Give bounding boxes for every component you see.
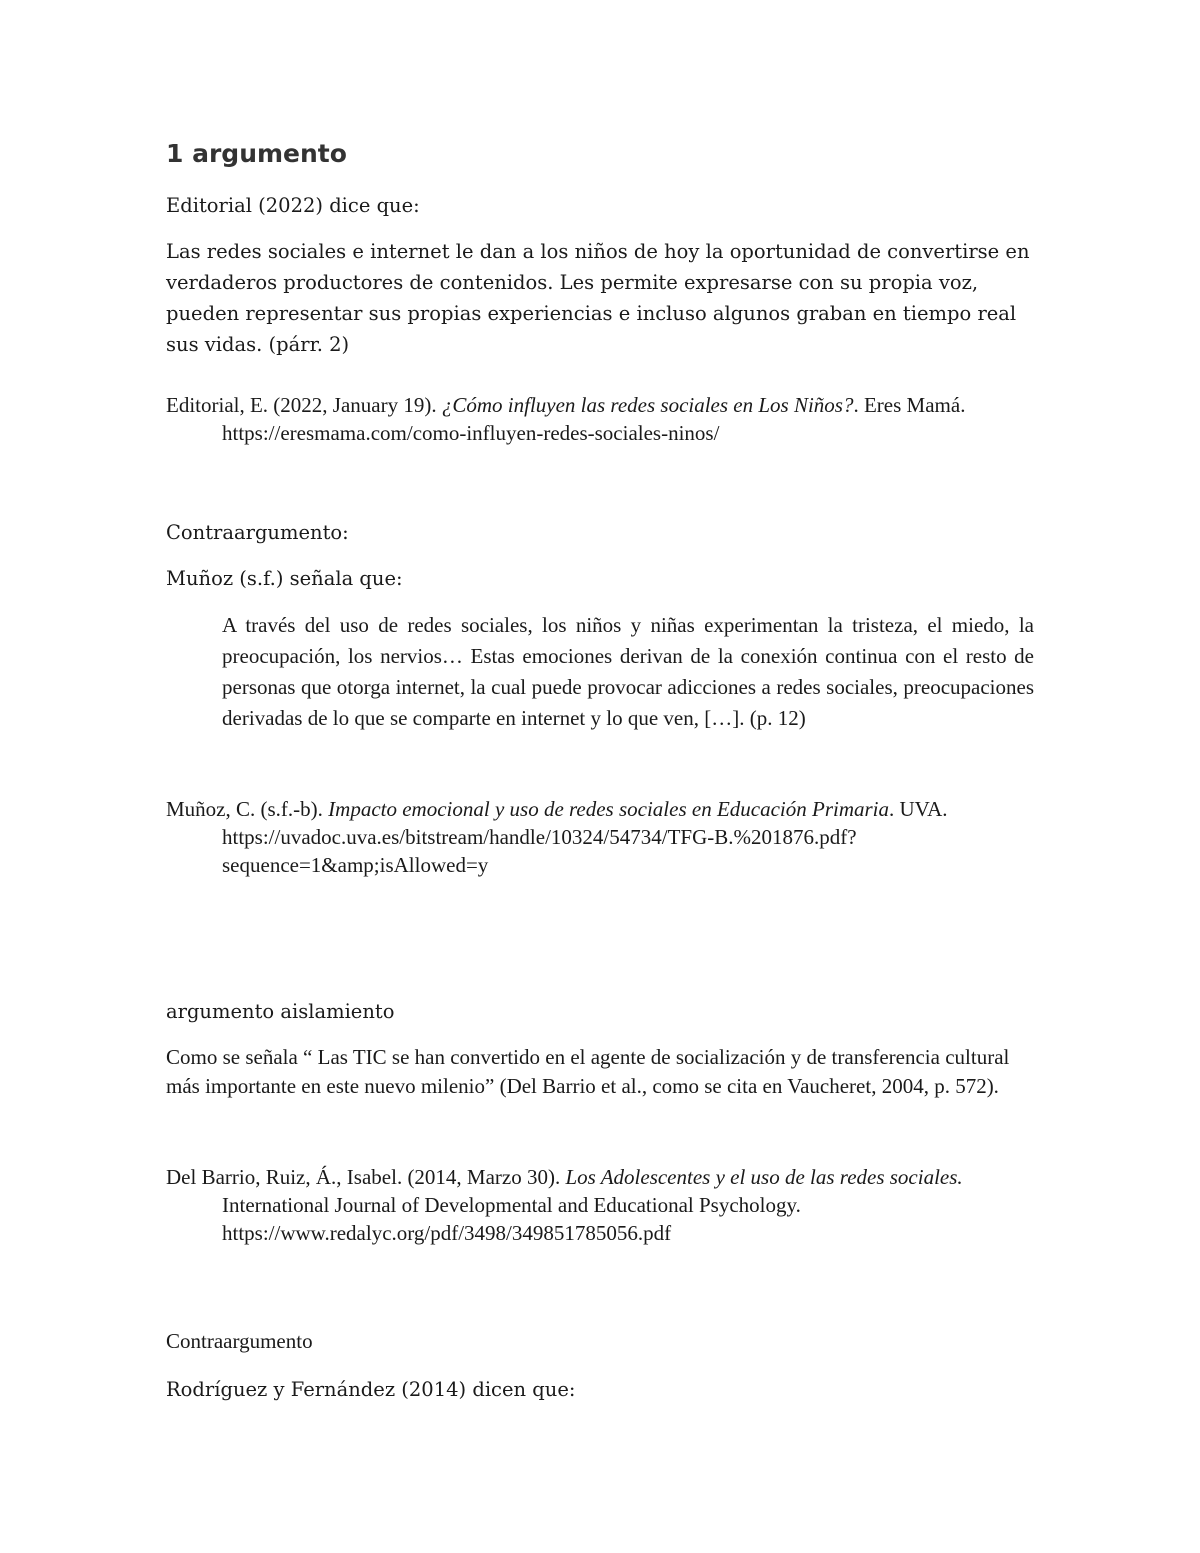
- section1-quote: Las redes sociales e internet le dan a los niños de hoy la oportunidad de convertirse en verdaderos productores de contenidos. Les permite expresarse con su propia voz, pueden representar sus propias experiencias e incluso algunos graban en tiempo real sus vidas. (párr. 2): [166, 240, 1030, 356]
- section3-label: argumento aislamiento: [166, 1000, 395, 1023]
- section2-quote: A través del uso de redes sociales, los niños y niñas experimentan la tristeza, el miedo, la preocupación, los nervios… Estas emociones derivan de la conexión continua con el resto de personas que otorga internet, la cual puede provocar adicciones a redes sociales, preocupaciones derivadas de lo que se comparte en internet y lo que ven, […]. (p. 12): [222, 613, 1034, 730]
- section3-text: Como se señala “ Las TIC se han convertido en el agente de socialización y de transferencia cultural más importante en este nuevo milenio” (Del Barrio et al., como se cita en Vaucheret, 2004, p. 572).: [166, 1045, 1010, 1098]
- section2-reference: [166, 795, 1052, 879]
- section2-label: Contraargumento:: [166, 521, 349, 544]
- reference-suffix: International Journal of Developmental and Educational Psychology. https://www.redalyc.org/pdf/3498/349851785056.pdf: [222, 1193, 801, 1245]
- reference-prefix: Del Barrio, Ruiz, Á., Isabel. (2014, Marzo 30).: [166, 1165, 566, 1189]
- reference-title: ¿Cómo influyen las redes sociales en Los Niños?: [441, 393, 854, 417]
- reference-title: Impacto emocional y uso de redes sociales en Educación Primaria: [328, 797, 890, 821]
- section4-intro: Rodríguez y Fernández (2014) dicen que:: [166, 1378, 576, 1401]
- reference-prefix: Editorial, E. (2022, January 19).: [166, 393, 442, 417]
- reference-suffix: . UVA. https://uvadoc.uva.es/bitstream/handle/10324/54734/TFG-B.%201876.pdf?sequence=1&amp;isAllowed=y: [222, 797, 948, 877]
- reference-title: Los Adolescentes y el uso de las redes sociales.: [565, 1165, 963, 1189]
- reference-prefix: Muñoz, C. (s.f.-b).: [166, 797, 329, 821]
- section1-intro: Editorial (2022) dice que:: [166, 194, 420, 217]
- reference-suffix: . Eres Mamá. https://eresmama.com/como-influyen-redes-sociales-ninos/: [222, 393, 966, 445]
- section4-label: Contraargumento: [166, 1329, 313, 1353]
- section2-intro: Muñoz (s.f.) señala que:: [166, 567, 403, 590]
- section-heading: 1 argumento: [166, 139, 347, 168]
- section3-reference: [166, 1163, 1052, 1247]
- section1-reference: [166, 391, 1052, 447]
